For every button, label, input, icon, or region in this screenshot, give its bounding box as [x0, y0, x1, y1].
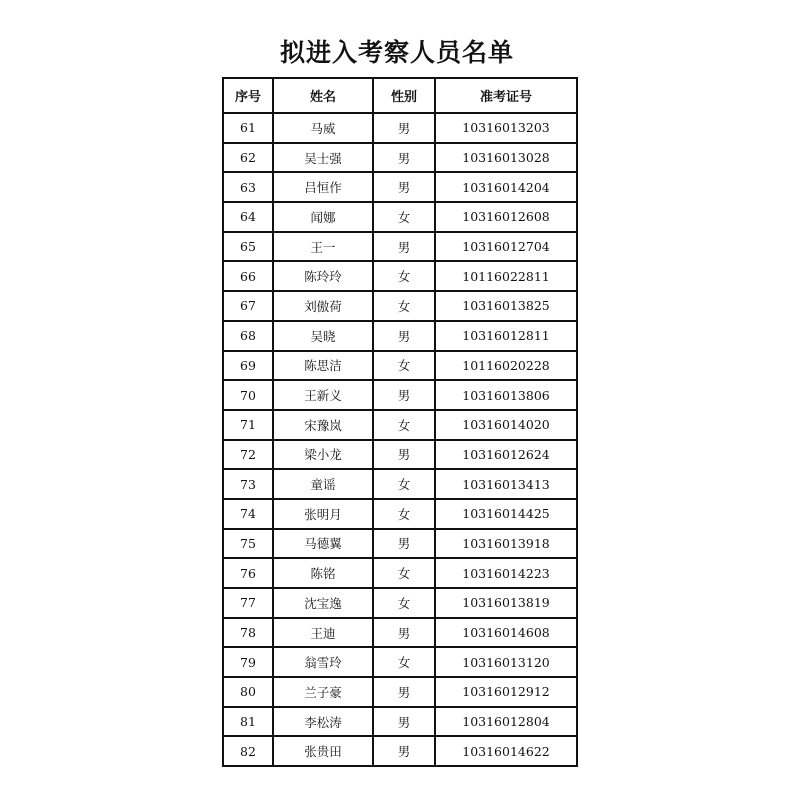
cell-name: 王一 [273, 232, 373, 262]
cell-name: 李松涛 [273, 707, 373, 737]
cell-name: 宋豫岚 [273, 410, 373, 440]
table-row [223, 351, 577, 381]
cell-serial-number: 77 [223, 588, 273, 618]
cell-gender: 男 [373, 232, 435, 262]
cell-exam-ticket-number: 10316013918 [435, 529, 577, 559]
cell-name: 吕恒作 [273, 172, 373, 202]
cell-serial-number: 63 [223, 172, 273, 202]
cell-serial-number: 80 [223, 677, 273, 707]
table-row [223, 558, 577, 588]
cell-name: 陈思洁 [273, 351, 373, 381]
cell-name: 童谣 [273, 469, 373, 499]
cell-name: 兰子豪 [273, 677, 373, 707]
cell-gender: 男 [373, 380, 435, 410]
cell-serial-number: 68 [223, 321, 273, 351]
cell-serial-number: 74 [223, 499, 273, 529]
header-serial-number: 序号 [223, 78, 273, 113]
cell-exam-ticket-number: 10316014204 [435, 172, 577, 202]
table-row [223, 113, 577, 143]
table-row [223, 321, 577, 351]
cell-serial-number: 82 [223, 736, 273, 766]
table-row [223, 291, 577, 321]
cell-gender: 女 [373, 202, 435, 232]
table-row [223, 172, 577, 202]
cell-gender: 男 [373, 618, 435, 648]
cell-gender: 男 [373, 529, 435, 559]
cell-gender: 女 [373, 499, 435, 529]
header-name: 姓名 [273, 78, 373, 113]
cell-serial-number: 79 [223, 647, 273, 677]
cell-name: 张明月 [273, 499, 373, 529]
cell-name: 马德翼 [273, 529, 373, 559]
cell-name: 闻娜 [273, 202, 373, 232]
cell-gender: 男 [373, 321, 435, 351]
cell-exam-ticket-number: 10316014425 [435, 499, 577, 529]
cell-serial-number: 71 [223, 410, 273, 440]
cell-exam-ticket-number: 10316013413 [435, 469, 577, 499]
cell-name: 马威 [273, 113, 373, 143]
cell-exam-ticket-number: 10316014020 [435, 410, 577, 440]
cell-serial-number: 62 [223, 143, 273, 173]
cell-exam-ticket-number: 10316014223 [435, 558, 577, 588]
cell-serial-number: 78 [223, 618, 273, 648]
cell-exam-ticket-number: 10116020228 [435, 351, 577, 381]
table-row [223, 647, 577, 677]
cell-gender: 男 [373, 113, 435, 143]
cell-gender: 女 [373, 291, 435, 321]
table-row [223, 143, 577, 173]
cell-exam-ticket-number: 10316012912 [435, 677, 577, 707]
cell-gender: 女 [373, 351, 435, 381]
cell-name: 刘傲荷 [273, 291, 373, 321]
cell-gender: 女 [373, 410, 435, 440]
cell-gender: 女 [373, 588, 435, 618]
cell-name: 陈铭 [273, 558, 373, 588]
cell-serial-number: 81 [223, 707, 273, 737]
cell-serial-number: 64 [223, 202, 273, 232]
table-row [223, 588, 577, 618]
cell-gender: 男 [373, 172, 435, 202]
cell-serial-number: 65 [223, 232, 273, 262]
cell-gender: 女 [373, 469, 435, 499]
cell-gender: 男 [373, 707, 435, 737]
cell-gender: 男 [373, 736, 435, 766]
cell-exam-ticket-number: 10316012608 [435, 202, 577, 232]
cell-serial-number: 69 [223, 351, 273, 381]
cell-exam-ticket-number: 10316012804 [435, 707, 577, 737]
candidate-table [222, 77, 578, 767]
table-row [223, 410, 577, 440]
table-header-row [223, 78, 577, 113]
cell-serial-number: 67 [223, 291, 273, 321]
table-row [223, 618, 577, 648]
cell-name: 吴士强 [273, 143, 373, 173]
cell-exam-ticket-number: 10316013203 [435, 113, 577, 143]
table-row [223, 469, 577, 499]
table-row [223, 529, 577, 559]
header-exam-ticket-number: 准考证号 [435, 78, 577, 113]
cell-exam-ticket-number: 10316013028 [435, 143, 577, 173]
cell-exam-ticket-number: 10316013819 [435, 588, 577, 618]
cell-name: 陈玲玲 [273, 261, 373, 291]
cell-exam-ticket-number: 10316014622 [435, 736, 577, 766]
table-row [223, 707, 577, 737]
cell-gender: 女 [373, 261, 435, 291]
cell-exam-ticket-number: 10316014608 [435, 618, 577, 648]
cell-exam-ticket-number: 10116022811 [435, 261, 577, 291]
cell-name: 王迪 [273, 618, 373, 648]
cell-exam-ticket-number: 10316012811 [435, 321, 577, 351]
table-row [223, 261, 577, 291]
cell-gender: 女 [373, 647, 435, 677]
page-title: 拟进入考察人员名单 [279, 38, 514, 67]
cell-name: 沈宝逸 [273, 588, 373, 618]
cell-gender: 男 [373, 677, 435, 707]
table-row [223, 499, 577, 529]
cell-name: 梁小龙 [273, 440, 373, 470]
cell-gender: 男 [373, 143, 435, 173]
table-row [223, 202, 577, 232]
cell-serial-number: 72 [223, 440, 273, 470]
cell-name: 王新义 [273, 380, 373, 410]
cell-exam-ticket-number: 10316013825 [435, 291, 577, 321]
table-row [223, 736, 577, 766]
table-row [223, 677, 577, 707]
header-gender: 性别 [373, 78, 435, 113]
cell-serial-number: 61 [223, 113, 273, 143]
cell-exam-ticket-number: 10316013806 [435, 380, 577, 410]
table-row [223, 380, 577, 410]
cell-serial-number: 76 [223, 558, 273, 588]
table-row [223, 440, 577, 470]
cell-name: 张贵田 [273, 736, 373, 766]
table-row [223, 232, 577, 262]
cell-gender: 女 [373, 558, 435, 588]
cell-serial-number: 75 [223, 529, 273, 559]
cell-name: 吴晓 [273, 321, 373, 351]
cell-serial-number: 66 [223, 261, 273, 291]
cell-name: 翁雪玲 [273, 647, 373, 677]
cell-gender: 男 [373, 440, 435, 470]
cell-exam-ticket-number: 10316013120 [435, 647, 577, 677]
cell-serial-number: 70 [223, 380, 273, 410]
cell-serial-number: 73 [223, 469, 273, 499]
cell-exam-ticket-number: 10316012624 [435, 440, 577, 470]
cell-exam-ticket-number: 10316012704 [435, 232, 577, 262]
